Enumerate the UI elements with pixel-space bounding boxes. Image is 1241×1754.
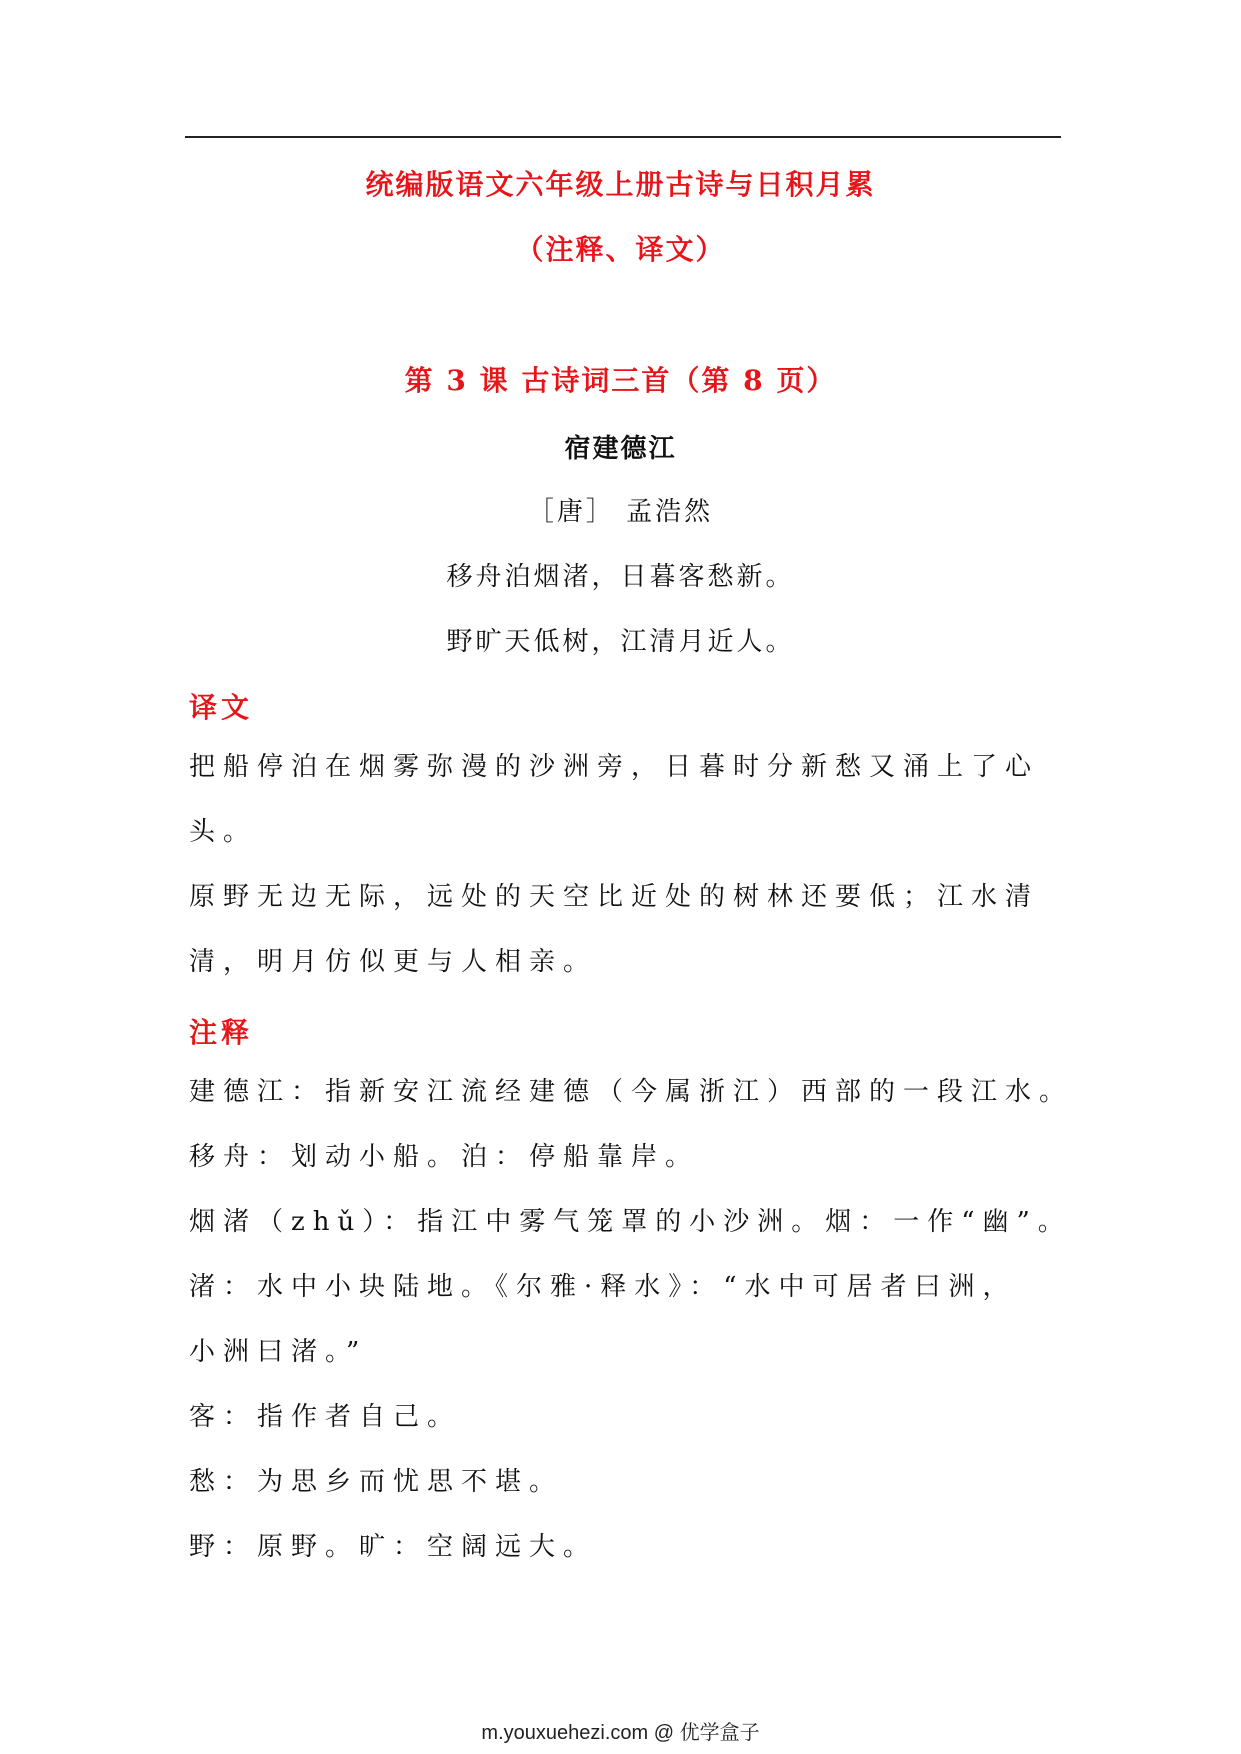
note-item: 渚：水中小块陆地。《尔雅·释水》：“水中可居者曰洲， bbox=[189, 1272, 1017, 1302]
note-item: 移舟：划动小船。泊：停船靠岸。 bbox=[189, 1142, 700, 1172]
poem-line: 移舟泊烟渚，日暮客愁新。 bbox=[446, 562, 795, 592]
lesson-heading: 第 3 课 古诗词三首（第 8 页） bbox=[404, 364, 837, 397]
header-rule bbox=[185, 136, 1061, 138]
note-item: 烟渚（zhǔ）：指江中雾气笼罩的小沙洲。烟：一作“幽”。 bbox=[189, 1207, 1072, 1237]
note-item: 建德江：指新安江流经建德（今属浙江）西部的一段江水。 bbox=[189, 1077, 1074, 1107]
poem-title: 宿建德江 bbox=[564, 434, 677, 464]
document-subtitle: （注释、译文） bbox=[515, 233, 726, 266]
note-item: 小洲曰渚。” bbox=[189, 1337, 368, 1367]
note-item: 客：指作者自己。 bbox=[189, 1402, 462, 1432]
poem-line: 野旷天低树，江清月近人。 bbox=[446, 627, 795, 657]
notes-heading: 注释 bbox=[189, 1016, 254, 1049]
document-title: 统编版语文六年级上册古诗与日积月累 bbox=[365, 168, 876, 201]
footer-watermark: m.youxuehezi.com @ 优学盒子 bbox=[481, 1722, 760, 1744]
translation-paragraph: 原野无边无际，远处的天空比近处的树林还要低；江水清清，明月仿似更与人相亲。 bbox=[189, 882, 1040, 977]
note-item: 野：原野。旷：空阔远大。 bbox=[189, 1532, 598, 1562]
translation-paragraph: 把船停泊在烟雾弥漫的沙洲旁，日暮时分新愁又涌上了心头。 bbox=[189, 752, 1040, 847]
note-item: 愁：为思乡而忧思不堪。 bbox=[189, 1467, 564, 1497]
translation-heading: 译文 bbox=[189, 691, 254, 724]
poem-author: ［唐］ 孟浩然 bbox=[527, 497, 714, 527]
